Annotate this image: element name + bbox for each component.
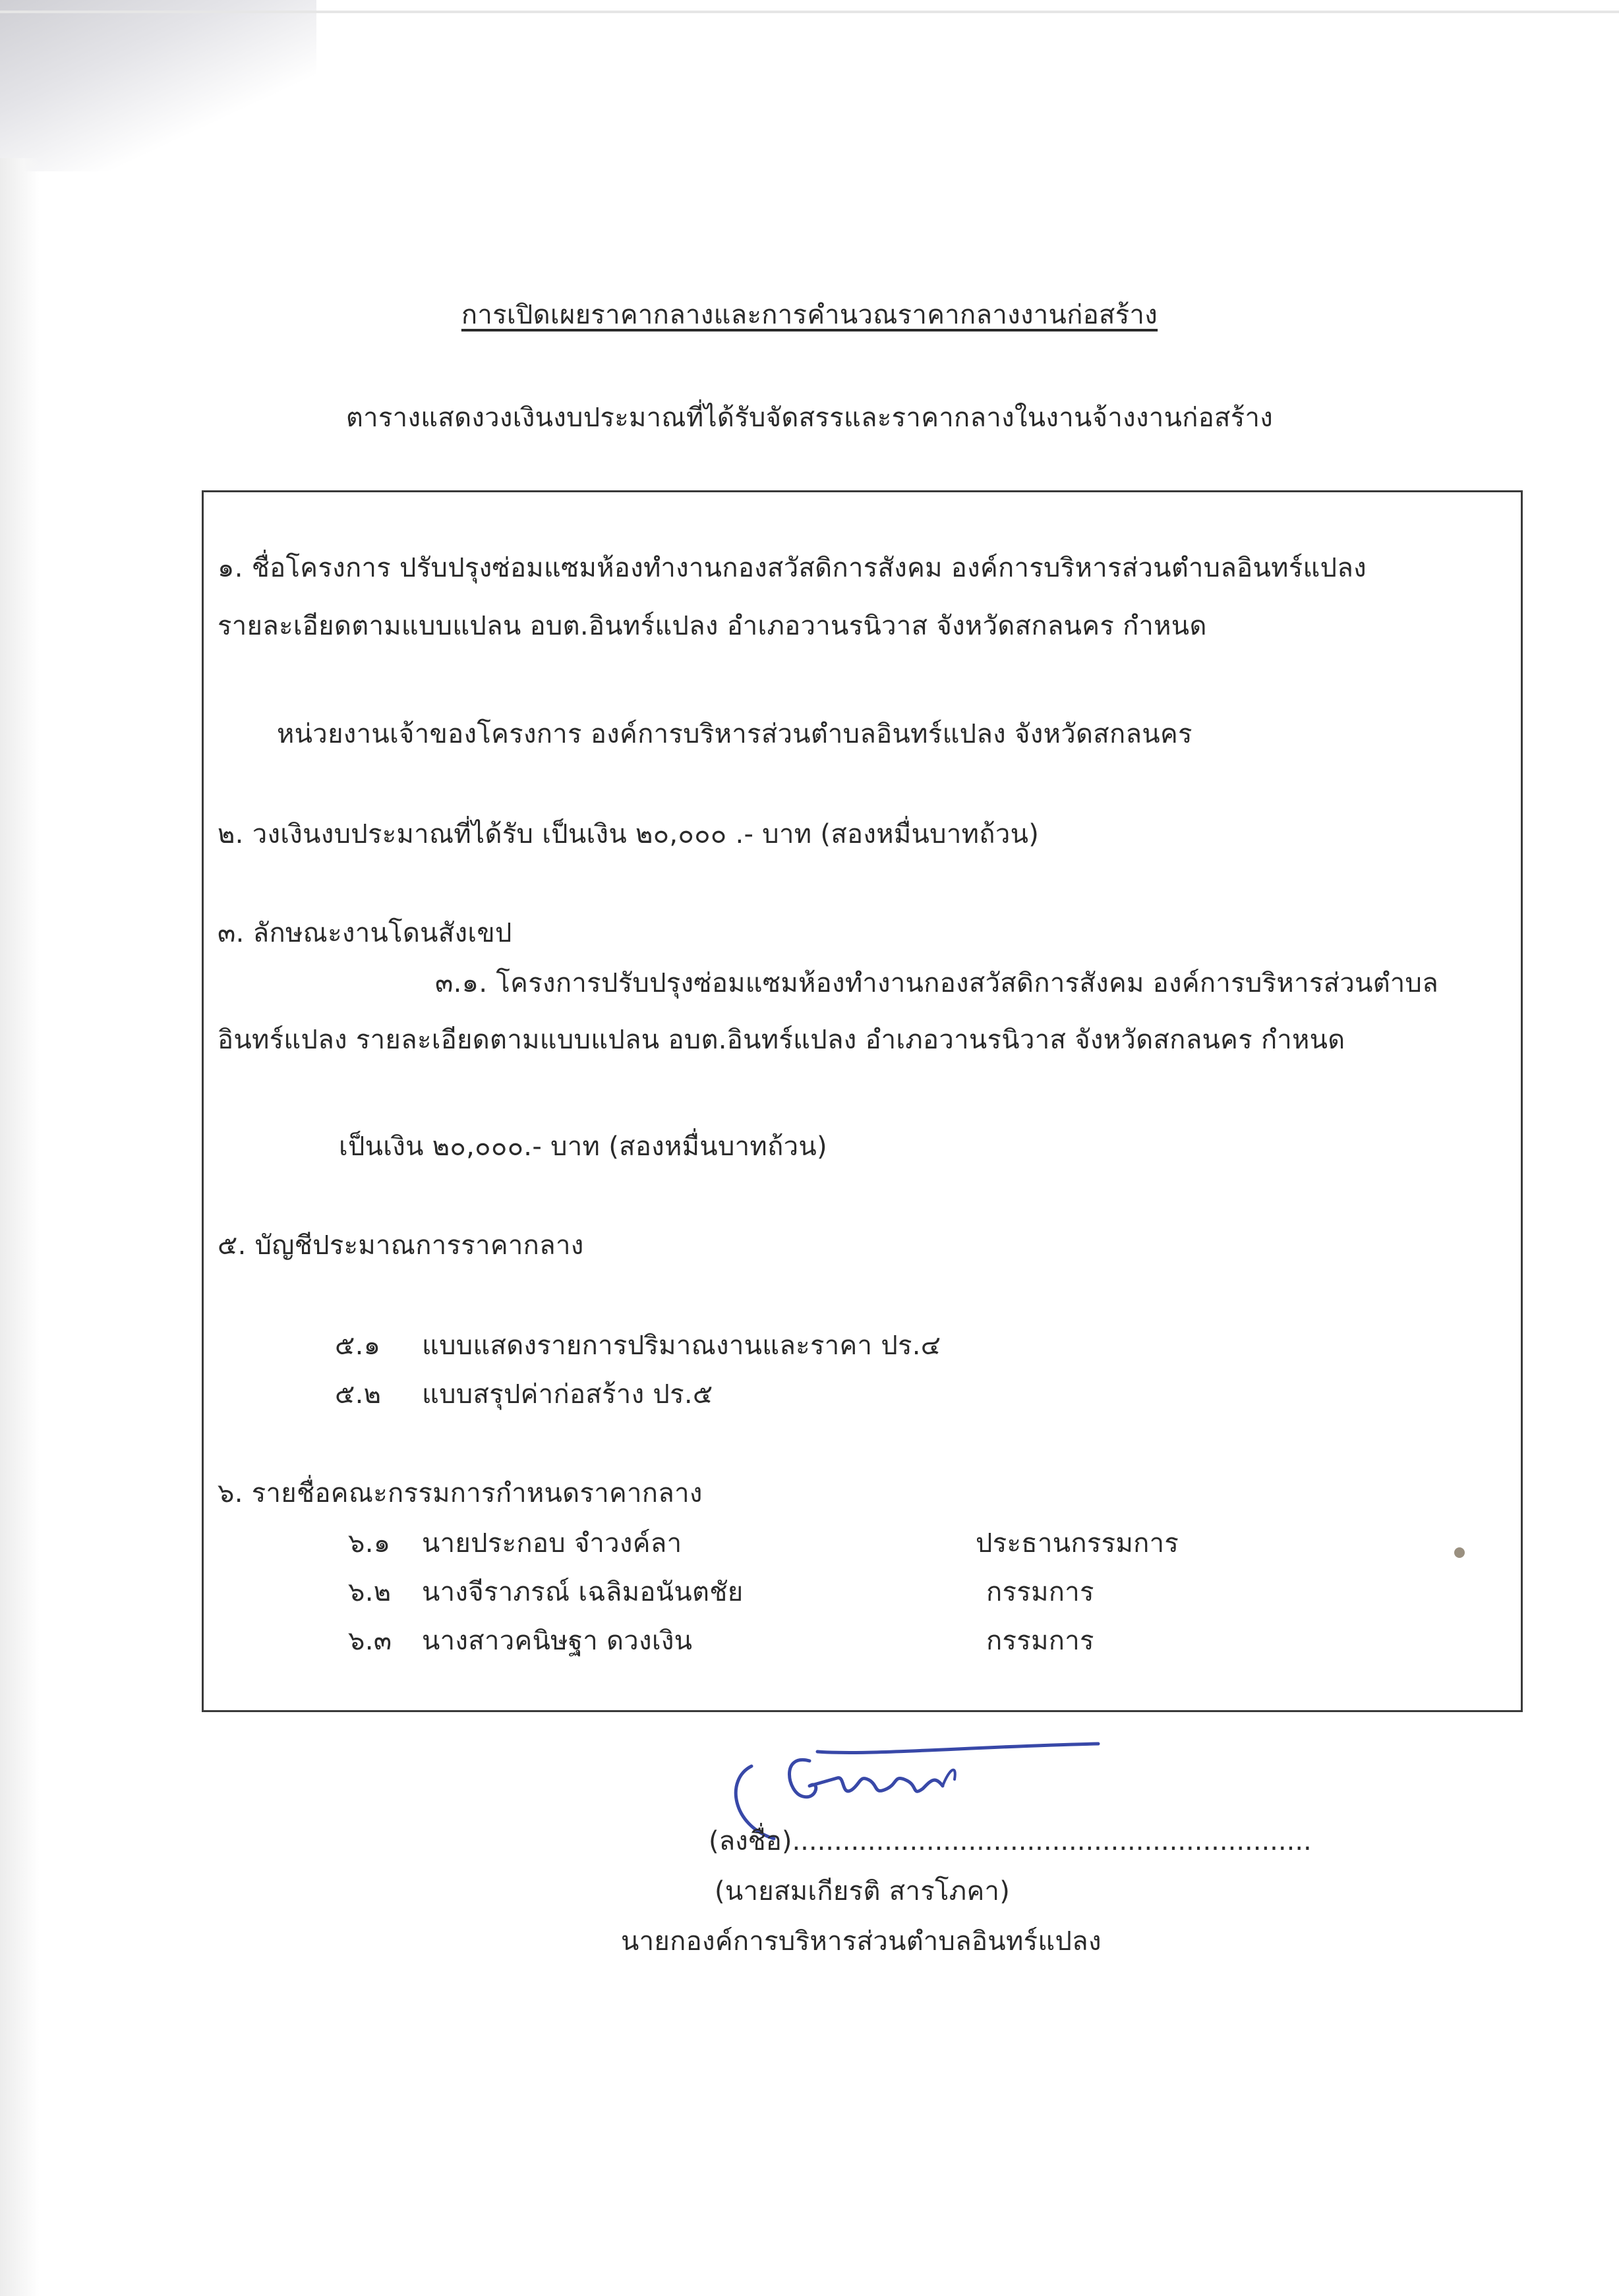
committee-member-num: ๖.๒ xyxy=(348,1577,392,1607)
signature-label: (ลงชื่อ) xyxy=(709,1826,792,1856)
committee-member-num: ๖.๓ xyxy=(348,1626,392,1656)
committee-member-role: กรรมการ xyxy=(986,1626,1094,1656)
signature-dots: .............................................................. xyxy=(792,1826,1312,1856)
work-amount: เป็นเงิน ๒๐,๐๐๐.- บาท (สองหมื่นบาทถ้วน) xyxy=(339,1132,827,1162)
committee-heading: ๖. รายชื่อคณะกรรมการกำหนดราคากลาง xyxy=(218,1478,703,1508)
signer-name: (นายสมเกียรติ สารโภคา) xyxy=(715,1876,1011,1907)
committee-member-name: นางสาวคนิษฐา ดวงเงิน xyxy=(422,1626,693,1656)
page-subtitle: ตารางแสดงวงเงินงบประมาณที่ได้รับจัดสรรและราคากลางในงานจ้างงานก่อสร้าง xyxy=(345,403,1274,433)
committee-member-role: กรรมการ xyxy=(986,1577,1094,1607)
signer-position: นายกองค์การบริหารส่วนตำบลอินทร์แปลง xyxy=(621,1926,1102,1957)
scan-shadow xyxy=(0,0,316,171)
signature-line xyxy=(709,1824,1312,1858)
work-item-line2: อินทร์แปลง รายละเอียดตามแบบแปลน อบต.อินทร์แปลง อำเภอวานรนิวาส จังหวัดสกลนคร กำหนด xyxy=(218,1025,1345,1055)
committee-member-name: นางจีราภรณ์ เฉลิมอนันตชัย xyxy=(422,1577,744,1607)
project-owner: หน่วยงานเจ้าของโครงการ องค์การบริหารส่วนตำบลอินทร์แปลง จังหวัดสกลนคร xyxy=(277,719,1192,749)
ink-dot xyxy=(1454,1547,1465,1558)
work-summary-heading: ๓. ลักษณะงานโดนสังเขป xyxy=(218,918,512,948)
estimate-item-text: แบบแสดงรายการปริมาณงานและราคา ปร.๔ xyxy=(422,1331,941,1361)
price-estimate-heading: ๕. บัญชีประมาณการราคากลาง xyxy=(218,1230,584,1261)
estimate-item-num: ๕.๒ xyxy=(335,1379,382,1410)
work-item-line1: ๓.๑. โครงการปรับปรุงซ่อมแซมห้องทำงานกองสวัสดิการสังคม องค์การบริหารส่วนตำบล xyxy=(435,968,1439,998)
page-title: การเปิดเผยราคากลางและการคำนวณราคากลางงานก่อสร้าง xyxy=(461,300,1158,330)
project-name-line2: รายละเอียดตามแบบแปลน อบต.อินทร์แปลง อำเภอวานรนิวาส จังหวัดสกลนคร กำหนด xyxy=(218,611,1207,641)
scan-edge xyxy=(0,158,40,2296)
content-frame xyxy=(202,490,1523,1712)
committee-member-num: ๖.๑ xyxy=(348,1528,391,1559)
committee-member-name: นายประกอบ จำวงค์ลา xyxy=(422,1528,682,1559)
committee-member-role: ประธานกรรมการ xyxy=(976,1528,1179,1559)
project-name-line1: ๑. ชื่อโครงการ ปรับปรุงซ่อมแซมห้องทำงานกองสวัสดิการสังคม องค์การบริหารส่วนตำบลอินทร์แปลง xyxy=(218,553,1367,583)
scan-top-line xyxy=(0,11,1619,13)
budget-line: ๒. วงเงินงบประมาณที่ได้รับ เป็นเงิน ๒๐,๐๐๐ .- บาท (สองหมื่นบาทถ้วน) xyxy=(218,819,1040,849)
estimate-item-text: แบบสรุปค่าก่อสร้าง ปร.๕ xyxy=(422,1379,713,1410)
estimate-item-num: ๕.๑ xyxy=(335,1331,381,1361)
